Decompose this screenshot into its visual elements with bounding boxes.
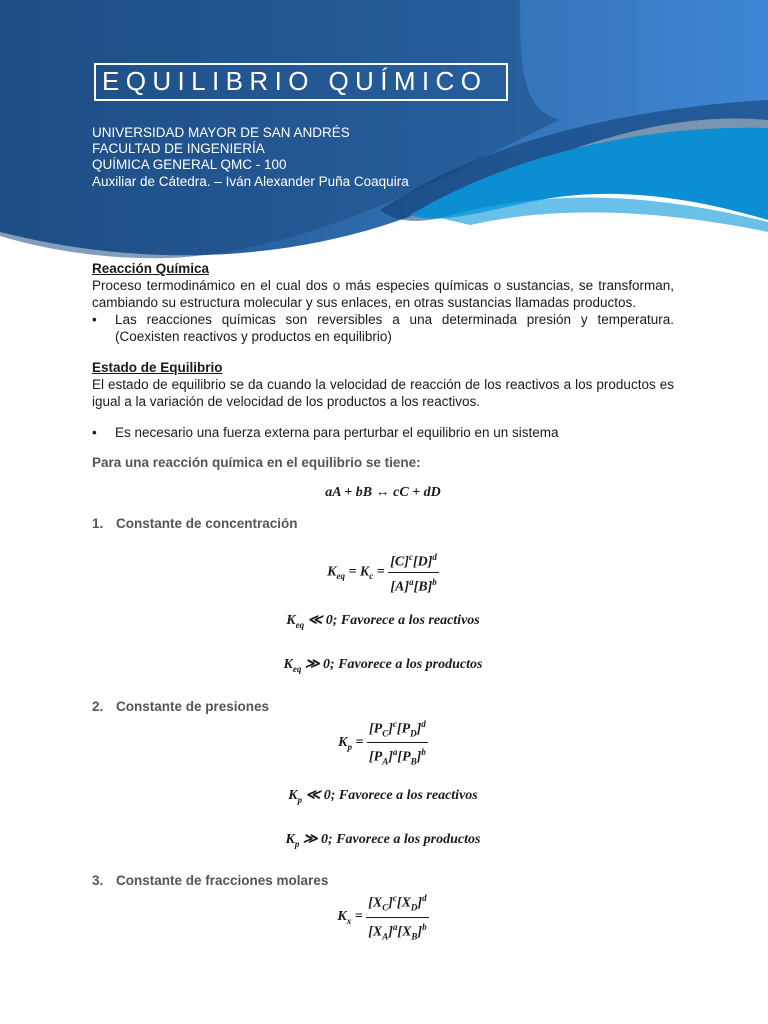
list-item-2	[92, 698, 674, 715]
heading-reaccion: Reacción Química	[92, 261, 210, 276]
paragraph-equilibrio: El estado de equilibrio se da cuando la velocidad de reacción de los reactivos a los productos es igual a la variación de velocidad de los productos a los reactivos.	[92, 377, 674, 409]
document-body	[92, 260, 674, 945]
header-info	[92, 125, 409, 190]
heading-equilibrio: Estado de Equilibrio	[92, 360, 223, 375]
bullet-icon: •	[92, 312, 97, 327]
item-number: 1.	[92, 516, 104, 531]
condition-keq-low: $K_{eq}$ ≪ 0; Favorece a los reactivos	[286, 613, 480, 631]
list-item-1	[92, 515, 674, 532]
bullet-item	[92, 424, 674, 441]
formula-kc: $K_{eq} = K_c$ = $\frac{[C]^c[D]^d}{[A]^a[B]^b}$	[92, 548, 674, 596]
item-number: 3.	[92, 873, 104, 889]
formula-kx: $K_x$ = $\frac{[X_C]^c[X_D]^d}{[X_A]^a[X_B]^b}$	[92, 889, 674, 945]
condition-keq-high: $K_{eq}$ ≫ 0; Favorece a los productos	[283, 657, 483, 674]
paragraph-reaccion: Proceso termodinámico en el cual dos o más especies químicas o sustancias, se transforman, cambiando su estructura molecular y sus enlaces, en otras sustancias llamadas productos.	[92, 278, 674, 310]
bullet-text: Las reacciones químicas son reversibles a una determinada presión y temperatura. (Coexisten reactivos y productos en equilibrio)	[115, 312, 674, 344]
reaction-equation: aA + bB ↔ cC + dD	[325, 485, 441, 500]
bullet-text: Es necesario una fuerza externa para perturbar el equilibrio en un sistema	[115, 425, 559, 440]
faculty-name: FACULTAD DE INGENIERÍA	[92, 141, 265, 157]
condition-kp-high: $K_p$ ≫ 0; Favorece a los productos	[285, 831, 481, 849]
condition-kp-low: $K_p$ ≪ 0; Favorece a los reactivos	[288, 787, 478, 805]
item-label: Constante de presiones	[116, 698, 270, 714]
intro-text: Para una reacción química en el equilibrio se tiene:	[92, 455, 421, 470]
author-line: Auxiliar de Cátedra. – Iván Alexander Puña Coaquira	[92, 173, 409, 189]
page-title: EQUILIBRIO QUÍMICO	[102, 66, 488, 96]
item-number: 2.	[92, 698, 104, 714]
item-label: Constante de fracciones molares	[116, 873, 329, 889]
list-item-3	[92, 872, 674, 889]
formula-kp: $K_p$ = $\frac{[P_C]^c[P_D]^d}{[P_A]^a[P_B]^b}$	[92, 715, 674, 771]
course-name: QUÍMICA GENERAL QMC - 100	[92, 157, 287, 173]
item-label: Constante de concentración	[116, 516, 298, 531]
university-name: UNIVERSIDAD MAYOR DE SAN ANDRÉS	[92, 125, 350, 140]
bullet-icon: •	[92, 425, 97, 440]
bullet-item	[92, 311, 674, 345]
